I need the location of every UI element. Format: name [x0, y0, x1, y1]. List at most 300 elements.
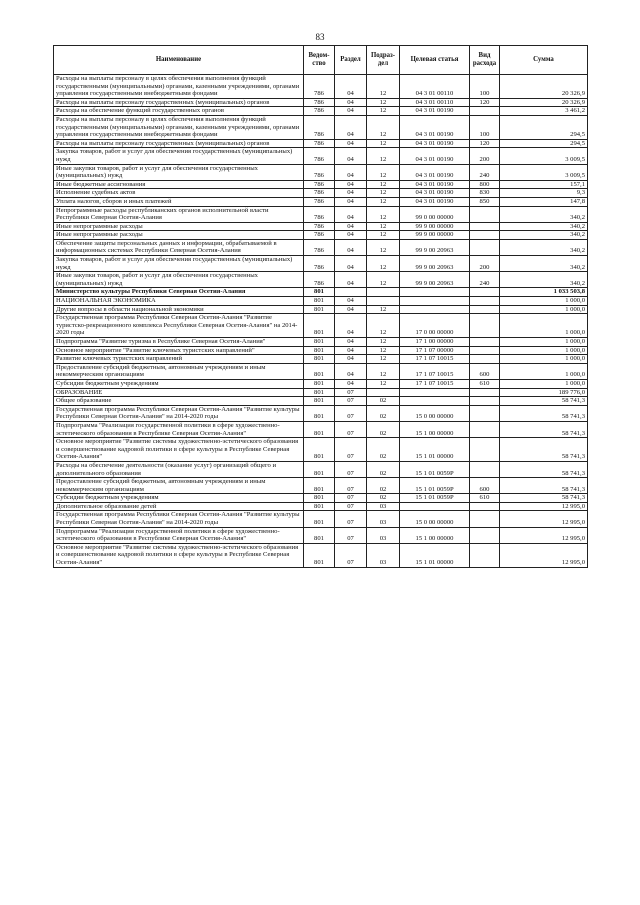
cell-razdel: 04 [335, 206, 367, 222]
table-row [54, 527, 588, 543]
cell-celevaya: 17 1 07 10015 [400, 379, 470, 388]
cell-celevaya: 15 1 01 0059P [400, 494, 470, 503]
cell-vid [470, 527, 500, 543]
cell-razdel: 04 [335, 314, 367, 338]
cell-vid [470, 461, 500, 477]
cell-vid: 800 [470, 180, 500, 189]
cell-summa: 12 995,0 [500, 527, 588, 543]
cell-summa: 294,5 [500, 139, 588, 148]
cell-razdel: 04 [335, 107, 367, 116]
cell-ved: 786 [304, 148, 335, 164]
cell-razdel: 04 [335, 222, 367, 231]
cell-name: Другие вопросы в области национальной экономики [54, 305, 304, 314]
cell-vid: 610 [470, 379, 500, 388]
cell-name: Расходы на обеспечение функций государственных органов [54, 107, 304, 116]
cell-podrazdel: 02 [367, 405, 400, 421]
cell-vid [470, 421, 500, 437]
cell-name: Министерство культуры Республики Северная Осетия-Алания [54, 288, 304, 297]
cell-ved: 786 [304, 222, 335, 231]
header-vid: Вид расхода [470, 46, 500, 75]
cell-name: Расходы на обеспечение деятельности (оказание услуг) организаций общего и дополнительного образования [54, 461, 304, 477]
table-row [54, 288, 588, 297]
cell-celevaya: 15 0 00 00000 [400, 511, 470, 527]
cell-ved: 801 [304, 388, 335, 397]
cell-name: Основное мероприятие "Развитие системы художественно-эстетического образования и совершенствование кадровой политики в сфере культуры в Республике Северная Осетия-Алания" [54, 543, 304, 567]
cell-podrazdel: 12 [367, 148, 400, 164]
header-celevaya: Целевая статья [400, 46, 470, 75]
cell-ved: 801 [304, 405, 335, 421]
cell-ved: 801 [304, 346, 335, 355]
cell-vid [470, 107, 500, 116]
cell-summa: 1 000,0 [500, 363, 588, 379]
table-row [54, 421, 588, 437]
cell-summa: 147,8 [500, 197, 588, 206]
cell-vid [470, 231, 500, 240]
cell-vid: 200 [470, 148, 500, 164]
cell-summa: 3 009,5 [500, 164, 588, 180]
cell-name: Иные закупки товаров, работ и услуг для обеспечения государственных (муниципальных) нужд [54, 272, 304, 288]
cell-ved: 786 [304, 239, 335, 255]
cell-summa: 1 033 503,8 [500, 288, 588, 297]
cell-ved: 801 [304, 363, 335, 379]
cell-celevaya: 99 9 00 20963 [400, 239, 470, 255]
cell-celevaya: 17 1 07 00000 [400, 346, 470, 355]
cell-podrazdel: 12 [367, 314, 400, 338]
cell-ved: 801 [304, 527, 335, 543]
cell-celevaya: 17 1 07 10015 [400, 363, 470, 379]
cell-razdel: 04 [335, 75, 367, 99]
table-row [54, 379, 588, 388]
header-name: Наименование [54, 46, 304, 75]
cell-celevaya: 15 1 01 00000 [400, 438, 470, 462]
cell-vid [470, 543, 500, 567]
cell-vid: 100 [470, 75, 500, 99]
cell-name: Предоставление субсидий бюджетным, автономным учреждениям и иным некоммерческим организациям [54, 478, 304, 494]
table-row [54, 397, 588, 406]
table-row [54, 502, 588, 511]
cell-celevaya [400, 297, 470, 306]
table-row [54, 338, 588, 347]
table-row [54, 164, 588, 180]
cell-name: Иные непрограммные расходы [54, 231, 304, 240]
cell-podrazdel: 12 [367, 272, 400, 288]
cell-name: Расходы на выплаты персоналу государственных (муниципальных) органов [54, 98, 304, 107]
cell-name: Основное мероприятие "Развитие ключевых туристских направлений" [54, 346, 304, 355]
cell-podrazdel: 03 [367, 527, 400, 543]
table-row [54, 75, 588, 99]
cell-summa: 58 741,3 [500, 438, 588, 462]
header-ved: Ведом-ство [304, 46, 335, 75]
table-row [54, 305, 588, 314]
cell-vid [470, 355, 500, 364]
cell-ved: 786 [304, 197, 335, 206]
cell-podrazdel: 12 [367, 222, 400, 231]
cell-name: Государственная программа Республики Северная Осетия-Алания "Развитие культуры Республики Северная Осетия-Алания" на 2014-2020 годы [54, 405, 304, 421]
table-row [54, 405, 588, 421]
cell-podrazdel: 12 [367, 363, 400, 379]
cell-summa: 340,2 [500, 272, 588, 288]
cell-ved: 786 [304, 139, 335, 148]
cell-summa: 3 009,5 [500, 148, 588, 164]
cell-celevaya: 04 3 01 00190 [400, 189, 470, 198]
cell-celevaya [400, 388, 470, 397]
cell-name: Основное мероприятие "Развитие системы художественно-эстетического образования и совершенствование кадровой политики в сфере культуры в Республике Северная Осетия-Алания" [54, 438, 304, 462]
cell-name: Государственная программа Республики Северная Осетия-Алания "Развитие туристско-рекреационного комплекса Республики Северная Осетия-Алания" на 2014-2020 годы [54, 314, 304, 338]
cell-vid [470, 405, 500, 421]
table-row [54, 494, 588, 503]
cell-celevaya: 15 1 01 0059P [400, 461, 470, 477]
cell-summa: 58 741,3 [500, 421, 588, 437]
cell-ved: 786 [304, 189, 335, 198]
cell-name: Иные закупки товаров, работ и услуг для обеспечения государственных (муниципальных) нужд [54, 164, 304, 180]
cell-celevaya: 04 3 01 00190 [400, 197, 470, 206]
cell-vid [470, 305, 500, 314]
cell-podrazdel: 12 [367, 75, 400, 99]
cell-razdel: 07 [335, 511, 367, 527]
cell-vid: 850 [470, 197, 500, 206]
cell-razdel: 04 [335, 98, 367, 107]
cell-podrazdel: 12 [367, 164, 400, 180]
cell-vid [470, 438, 500, 462]
cell-celevaya: 17 1 07 10015 [400, 355, 470, 364]
cell-summa: 12 995,0 [500, 511, 588, 527]
cell-vid [470, 397, 500, 406]
cell-name: ОБРАЗОВАНИЕ [54, 388, 304, 397]
cell-ved: 801 [304, 314, 335, 338]
cell-celevaya: 99 9 00 00000 [400, 231, 470, 240]
cell-summa: 58 741,3 [500, 397, 588, 406]
table-row [54, 148, 588, 164]
cell-ved: 801 [304, 478, 335, 494]
cell-razdel: 04 [335, 338, 367, 347]
cell-razdel: 07 [335, 494, 367, 503]
cell-summa: 12 995,0 [500, 502, 588, 511]
cell-vid [470, 206, 500, 222]
cell-ved: 801 [304, 438, 335, 462]
table-row [54, 139, 588, 148]
cell-ved: 786 [304, 272, 335, 288]
table-row [54, 206, 588, 222]
cell-vid [470, 502, 500, 511]
cell-celevaya [400, 502, 470, 511]
cell-ved: 801 [304, 288, 335, 297]
cell-podrazdel: 02 [367, 421, 400, 437]
cell-razdel: 04 [335, 139, 367, 148]
cell-ved: 786 [304, 256, 335, 272]
cell-podrazdel: 12 [367, 206, 400, 222]
cell-podrazdel: 02 [367, 494, 400, 503]
cell-name: Подпрограмма "Реализация государственной политики в сфере художественно-эстетического образования в Республике Северная Осетия-Алания" [54, 421, 304, 437]
cell-podrazdel: 12 [367, 197, 400, 206]
cell-razdel: 04 [335, 231, 367, 240]
table-row [54, 355, 588, 364]
cell-vid [470, 388, 500, 397]
cell-celevaya: 15 1 01 00000 [400, 543, 470, 567]
table-row [54, 478, 588, 494]
cell-vid: 120 [470, 139, 500, 148]
cell-summa: 58 741,3 [500, 478, 588, 494]
cell-podrazdel [367, 288, 400, 297]
cell-summa: 189 776,0 [500, 388, 588, 397]
table-row [54, 239, 588, 255]
cell-razdel [335, 288, 367, 297]
cell-razdel: 04 [335, 197, 367, 206]
cell-podrazdel: 12 [367, 115, 400, 139]
cell-ved: 786 [304, 107, 335, 116]
cell-celevaya [400, 288, 470, 297]
cell-name: Государственная программа Республики Северная Осетия-Алания "Развитие культуры Республики Северная Осетия-Алания" на 2014-2020 годы [54, 511, 304, 527]
header-summa: Сумма [500, 46, 588, 75]
cell-ved: 801 [304, 355, 335, 364]
cell-razdel: 07 [335, 527, 367, 543]
cell-podrazdel [367, 297, 400, 306]
cell-razdel: 04 [335, 239, 367, 255]
cell-celevaya: 04 3 01 00110 [400, 98, 470, 107]
cell-summa: 340,2 [500, 256, 588, 272]
cell-name: НАЦИОНАЛЬНАЯ ЭКОНОМИКА [54, 297, 304, 306]
table-row [54, 543, 588, 567]
cell-ved: 786 [304, 75, 335, 99]
cell-vid: 240 [470, 164, 500, 180]
cell-summa: 340,2 [500, 206, 588, 222]
cell-ved: 801 [304, 338, 335, 347]
header-razdel: Раздел [335, 46, 367, 75]
cell-podrazdel: 12 [367, 139, 400, 148]
cell-celevaya: 99 0 00 00000 [400, 206, 470, 222]
cell-ved: 801 [304, 305, 335, 314]
cell-podrazdel: 02 [367, 461, 400, 477]
cell-razdel: 07 [335, 405, 367, 421]
cell-razdel: 04 [335, 164, 367, 180]
cell-name: Иные бюджетные ассигнования [54, 180, 304, 189]
table-row [54, 314, 588, 338]
cell-ved: 786 [304, 180, 335, 189]
cell-ved: 786 [304, 98, 335, 107]
cell-name: Расходы на выплаты персоналу в целях обеспечения выполнения функций государственными (муниципальными) органами, казенными учреждениями, органами управления государственными внебюджетными фондами [54, 115, 304, 139]
cell-ved: 786 [304, 206, 335, 222]
cell-summa: 58 741,3 [500, 461, 588, 477]
cell-podrazdel: 03 [367, 511, 400, 527]
cell-celevaya: 04 3 01 00190 [400, 180, 470, 189]
cell-podrazdel: 03 [367, 543, 400, 567]
cell-podrazdel: 12 [367, 338, 400, 347]
cell-vid [470, 511, 500, 527]
cell-summa: 58 741,3 [500, 405, 588, 421]
cell-ved: 801 [304, 297, 335, 306]
cell-summa: 340,2 [500, 239, 588, 255]
cell-summa: 1 000,0 [500, 338, 588, 347]
cell-razdel: 04 [335, 256, 367, 272]
cell-name: Подпрограмма "Реализация государственной политики в сфере художественно-эстетического образования в Республике Северная Осетия-Алания" [54, 527, 304, 543]
cell-razdel: 04 [335, 346, 367, 355]
cell-celevaya: 15 1 01 0059P [400, 478, 470, 494]
cell-razdel: 04 [335, 355, 367, 364]
table-row [54, 107, 588, 116]
cell-razdel: 07 [335, 461, 367, 477]
table-row [54, 363, 588, 379]
table-row [54, 231, 588, 240]
cell-podrazdel: 12 [367, 231, 400, 240]
cell-celevaya: 99 9 00 20963 [400, 256, 470, 272]
cell-vid: 120 [470, 98, 500, 107]
cell-name: Предоставление субсидий бюджетным, автономным учреждениям и иным некоммерческим организациям [54, 363, 304, 379]
cell-summa: 3 461,2 [500, 107, 588, 116]
cell-razdel: 07 [335, 438, 367, 462]
cell-razdel: 07 [335, 502, 367, 511]
table-row [54, 461, 588, 477]
cell-summa: 12 995,0 [500, 543, 588, 567]
table-row [54, 438, 588, 462]
table-row [54, 197, 588, 206]
table-row [54, 272, 588, 288]
table-row [54, 189, 588, 198]
cell-celevaya: 04 3 01 00190 [400, 164, 470, 180]
table-row [54, 297, 588, 306]
cell-razdel: 04 [335, 180, 367, 189]
table-header [54, 46, 588, 75]
cell-razdel: 04 [335, 189, 367, 198]
cell-podrazdel: 12 [367, 189, 400, 198]
cell-ved: 786 [304, 115, 335, 139]
cell-ved: 801 [304, 494, 335, 503]
cell-podrazdel: 12 [367, 305, 400, 314]
cell-vid [470, 314, 500, 338]
cell-name: Закупка товаров, работ и услуг для обеспечения государственных (муниципальных) нужд [54, 256, 304, 272]
cell-summa: 1 000,0 [500, 305, 588, 314]
cell-razdel: 07 [335, 543, 367, 567]
cell-ved: 801 [304, 379, 335, 388]
cell-razdel: 04 [335, 363, 367, 379]
cell-name: Закупка товаров, работ и услуг для обеспечения государственных (муниципальных) нужд [54, 148, 304, 164]
cell-vid: 200 [470, 256, 500, 272]
cell-vid: 600 [470, 478, 500, 494]
cell-summa: 20 326,9 [500, 98, 588, 107]
cell-vid [470, 346, 500, 355]
cell-razdel: 04 [335, 297, 367, 306]
cell-summa: 1 000,0 [500, 346, 588, 355]
cell-name: Субсидии бюджетным учреждениям [54, 379, 304, 388]
cell-podrazdel: 12 [367, 355, 400, 364]
cell-vid [470, 338, 500, 347]
cell-podrazdel: 03 [367, 502, 400, 511]
cell-summa: 20 326,9 [500, 75, 588, 99]
cell-ved: 786 [304, 231, 335, 240]
cell-podrazdel: 12 [367, 180, 400, 189]
cell-celevaya: 17 1 00 00000 [400, 338, 470, 347]
table-body [54, 75, 588, 568]
cell-celevaya: 15 1 00 00000 [400, 527, 470, 543]
table-row [54, 222, 588, 231]
cell-celevaya [400, 397, 470, 406]
page-number: 83 [315, 32, 325, 42]
table-row [54, 511, 588, 527]
cell-razdel: 04 [335, 115, 367, 139]
cell-name: Расходы на выплаты персоналу в целях обеспечения выполнения функций государственными (муниципальными) органами, казенными учреждениями, органами управления государственными внебюджетными фондами [54, 75, 304, 99]
budget-table [53, 45, 588, 568]
header-podrazdel: Подраз-дел [367, 46, 400, 75]
cell-ved: 801 [304, 543, 335, 567]
cell-vid: 100 [470, 115, 500, 139]
cell-celevaya: 15 1 00 00000 [400, 421, 470, 437]
cell-name: Общее образование [54, 397, 304, 406]
cell-podrazdel: 02 [367, 478, 400, 494]
cell-summa: 157,1 [500, 180, 588, 189]
cell-summa: 1 000,0 [500, 379, 588, 388]
cell-podrazdel: 02 [367, 438, 400, 462]
cell-podrazdel: 02 [367, 397, 400, 406]
cell-podrazdel: 12 [367, 379, 400, 388]
cell-podrazdel: 12 [367, 98, 400, 107]
cell-name: Уплата налогов, сборов и иных платежей [54, 197, 304, 206]
cell-name: Обеспечение защиты персональных данных и информации, обрабатываемой в информационных системах Республики Северная Осетия-Алания [54, 239, 304, 255]
cell-podrazdel [367, 388, 400, 397]
cell-celevaya: 17 0 00 00000 [400, 314, 470, 338]
cell-razdel: 04 [335, 379, 367, 388]
cell-vid: 600 [470, 363, 500, 379]
cell-name: Подпрограмма "Развитие туризма в Республике Северная Осетия-Алания" [54, 338, 304, 347]
cell-summa: 294,5 [500, 115, 588, 139]
cell-summa: 58 741,3 [500, 494, 588, 503]
cell-celevaya: 04 3 01 00110 [400, 75, 470, 99]
cell-ved: 801 [304, 397, 335, 406]
table-row [54, 98, 588, 107]
table-row [54, 388, 588, 397]
cell-vid: 830 [470, 189, 500, 198]
cell-razdel: 04 [335, 272, 367, 288]
cell-celevaya: 04 3 01 00190 [400, 139, 470, 148]
cell-celevaya: 15 0 00 00000 [400, 405, 470, 421]
cell-name: Иные непрограммные расходы [54, 222, 304, 231]
cell-celevaya: 99 9 00 00000 [400, 222, 470, 231]
cell-razdel: 07 [335, 478, 367, 494]
cell-ved: 801 [304, 461, 335, 477]
cell-podrazdel: 12 [367, 239, 400, 255]
cell-summa: 1 000,0 [500, 297, 588, 306]
cell-summa: 1 000,0 [500, 355, 588, 364]
cell-razdel: 04 [335, 148, 367, 164]
cell-name: Субсидии бюджетным учреждениям [54, 494, 304, 503]
cell-razdel: 04 [335, 305, 367, 314]
cell-ved: 786 [304, 164, 335, 180]
cell-razdel: 07 [335, 388, 367, 397]
cell-summa: 340,2 [500, 231, 588, 240]
cell-summa: 9,3 [500, 189, 588, 198]
cell-celevaya [400, 305, 470, 314]
table-row [54, 346, 588, 355]
cell-razdel: 07 [335, 397, 367, 406]
cell-celevaya: 04 3 01 00190 [400, 107, 470, 116]
cell-vid: 240 [470, 272, 500, 288]
cell-name: Исполнение судебных актов [54, 189, 304, 198]
cell-name: Расходы на выплаты персоналу государственных (муниципальных) органов [54, 139, 304, 148]
cell-name: Непрограммные расходы республиканских органов исполнительной власти Республики Северная Осетия-Алания [54, 206, 304, 222]
cell-summa: 340,2 [500, 222, 588, 231]
cell-celevaya: 99 9 00 20963 [400, 272, 470, 288]
cell-podrazdel: 12 [367, 346, 400, 355]
cell-vid [470, 239, 500, 255]
cell-ved: 801 [304, 421, 335, 437]
cell-razdel: 07 [335, 421, 367, 437]
table-row [54, 180, 588, 189]
cell-vid [470, 297, 500, 306]
cell-summa: 1 000,0 [500, 314, 588, 338]
cell-celevaya: 04 3 01 00190 [400, 148, 470, 164]
cell-ved: 801 [304, 502, 335, 511]
cell-vid [470, 222, 500, 231]
table-row [54, 115, 588, 139]
cell-name: Дополнительное образование детей [54, 502, 304, 511]
cell-podrazdel: 12 [367, 107, 400, 116]
